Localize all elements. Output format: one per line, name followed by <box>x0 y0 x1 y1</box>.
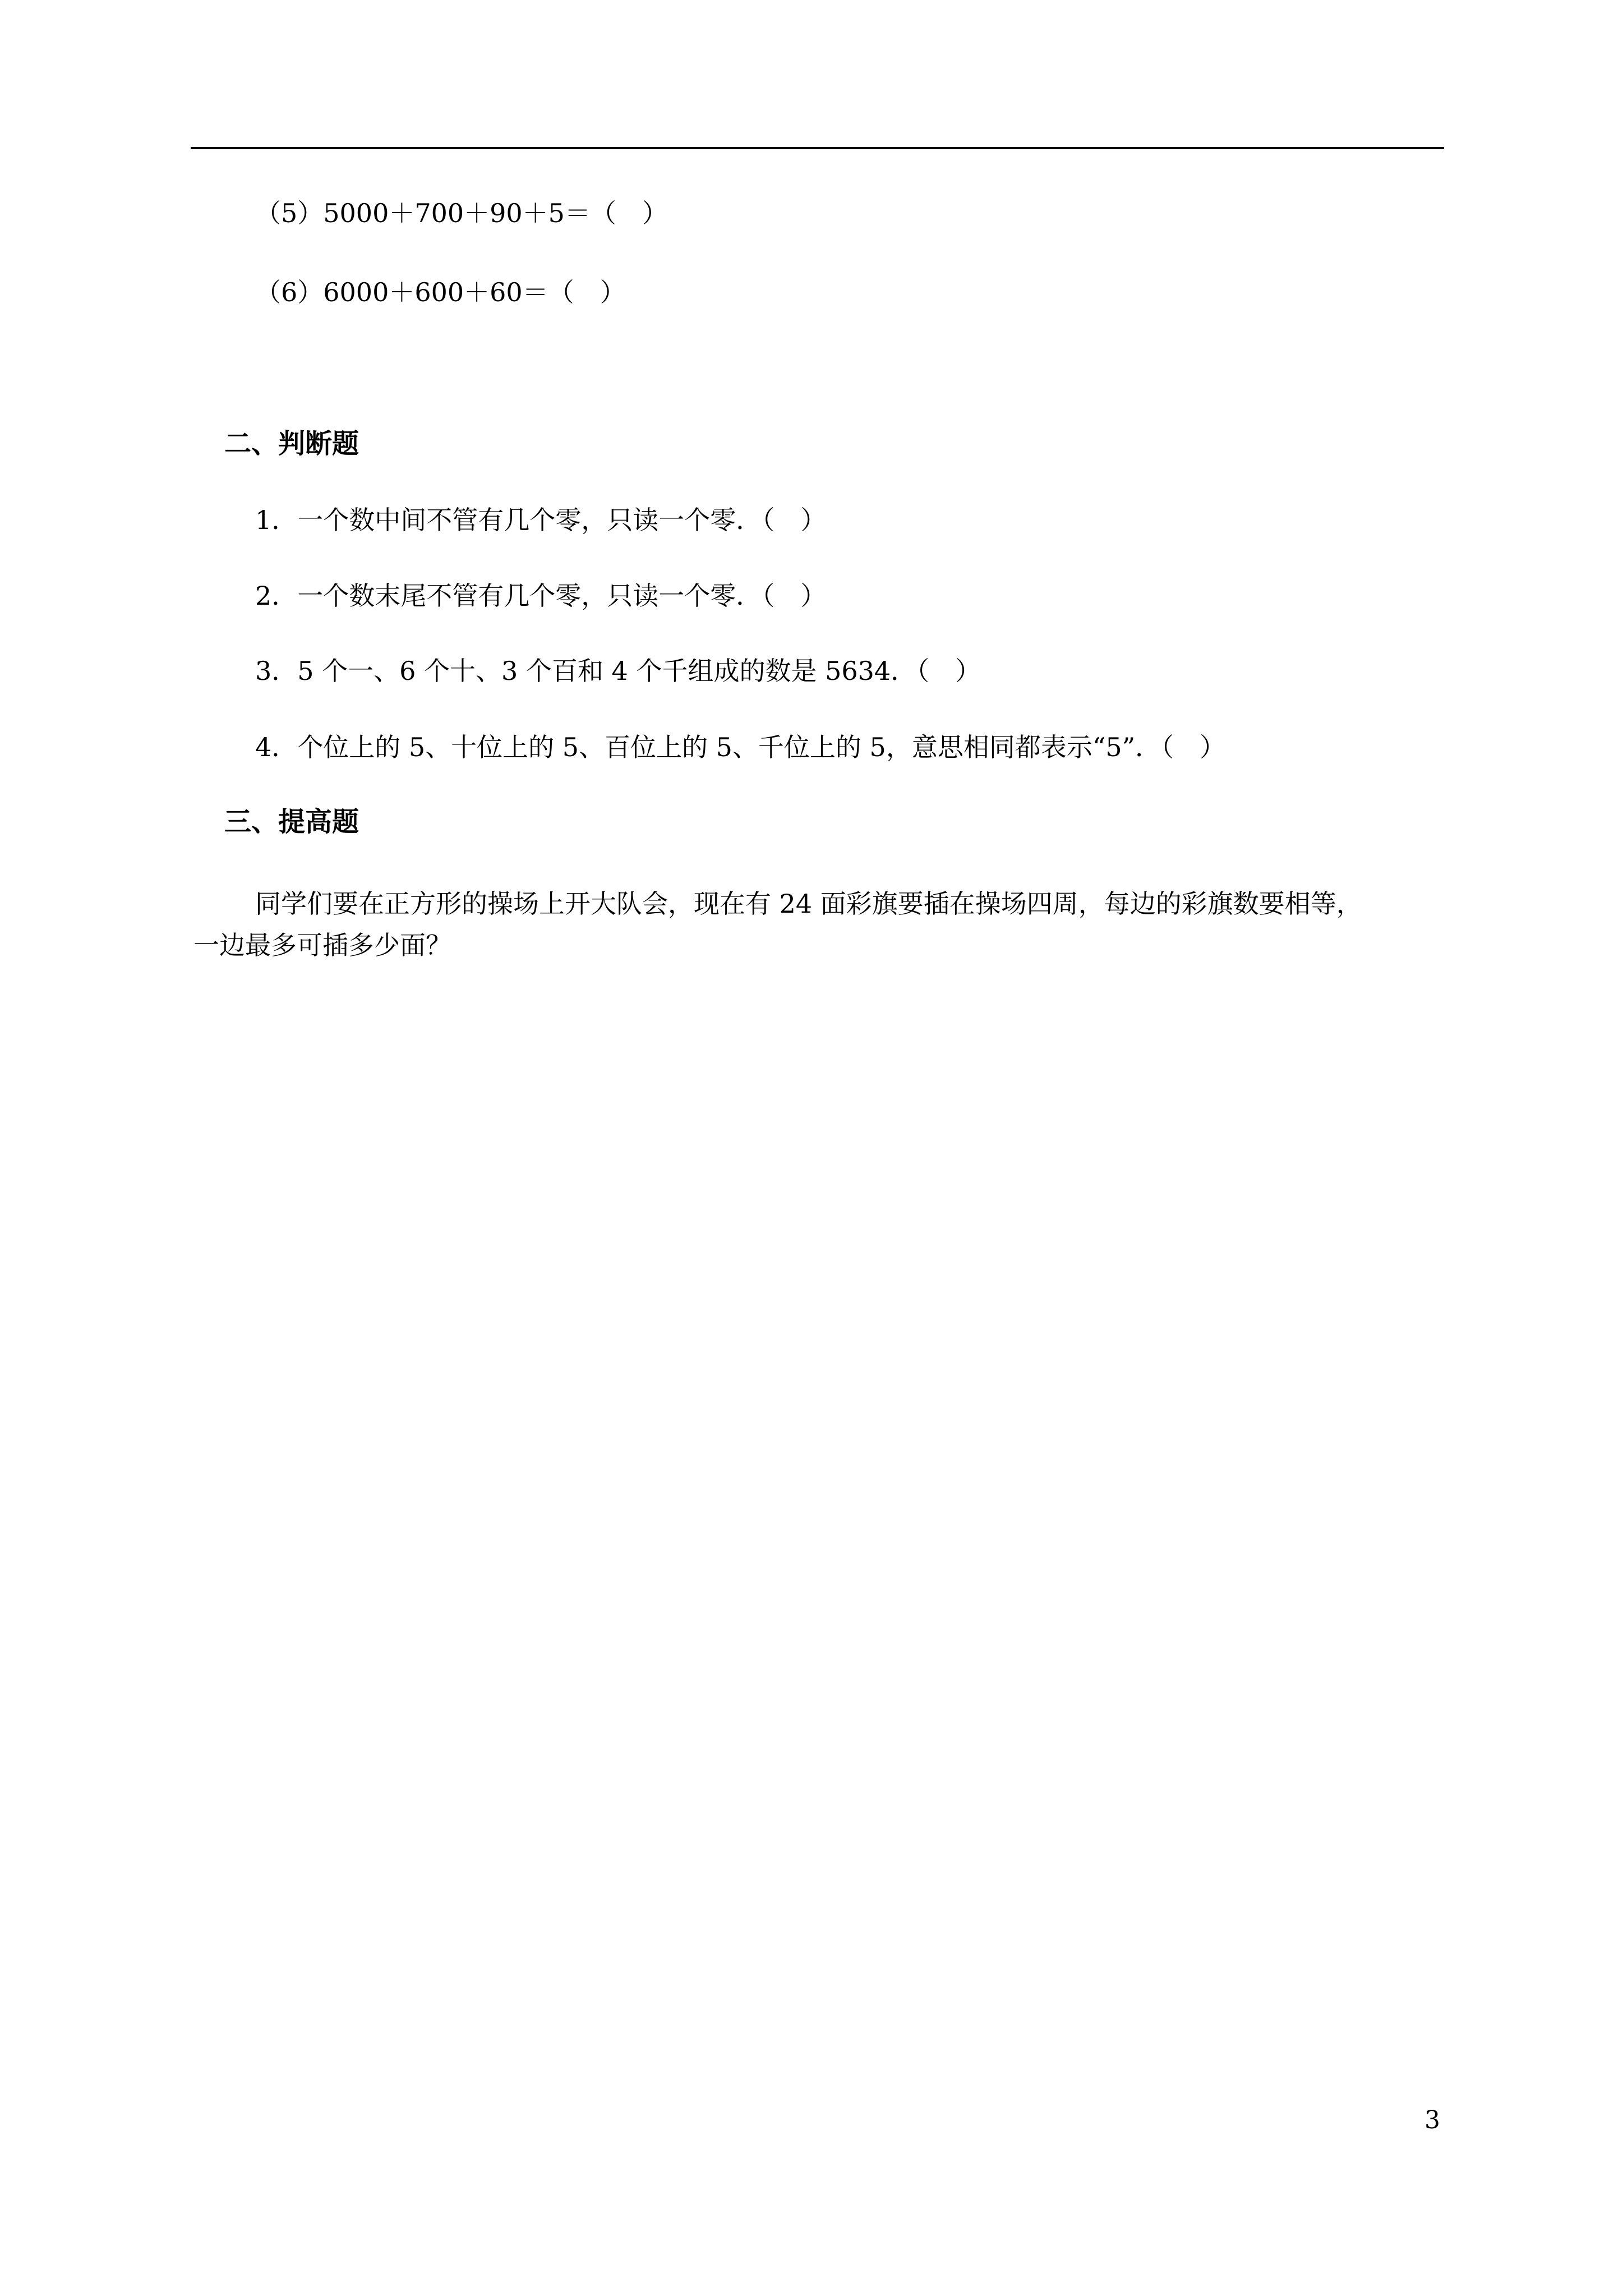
judgement-item-2: 2．一个数末尾不管有几个零，只读一个零．（ ） <box>255 581 827 611</box>
section-heading-judgement: 二、判断题 <box>224 428 359 459</box>
advanced-problem-line-2: 一边最多可插多少面？ <box>193 930 451 960</box>
question-6: （6）6000＋600＋60＝（ ） <box>255 277 626 307</box>
advanced-problem-line-1: 同学们要在正方形的操场上开大队会，现在有 24 面彩旗要插在操场四周，每边的彩旗数要相等， <box>255 889 1362 919</box>
judgement-item-4: 4．个位上的 5、十位上的 5、百位上的 5、千位上的 5，意思相同都表示“5”．（ ） <box>255 732 1226 762</box>
judgement-item-1: 1．一个数中间不管有几个零，只读一个零．（ ） <box>255 505 827 535</box>
question-5: （5）5000＋700＋90＋5＝（ ） <box>255 198 668 228</box>
page-number: 3 <box>1424 2106 1440 2134</box>
section-heading-advanced: 三、提高题 <box>224 806 359 838</box>
judgement-item-3: 3．5 个一、6 个十、3 个百和 4 个千组成的数是 5634．（ ） <box>255 656 981 686</box>
header-rule <box>191 147 1444 149</box>
